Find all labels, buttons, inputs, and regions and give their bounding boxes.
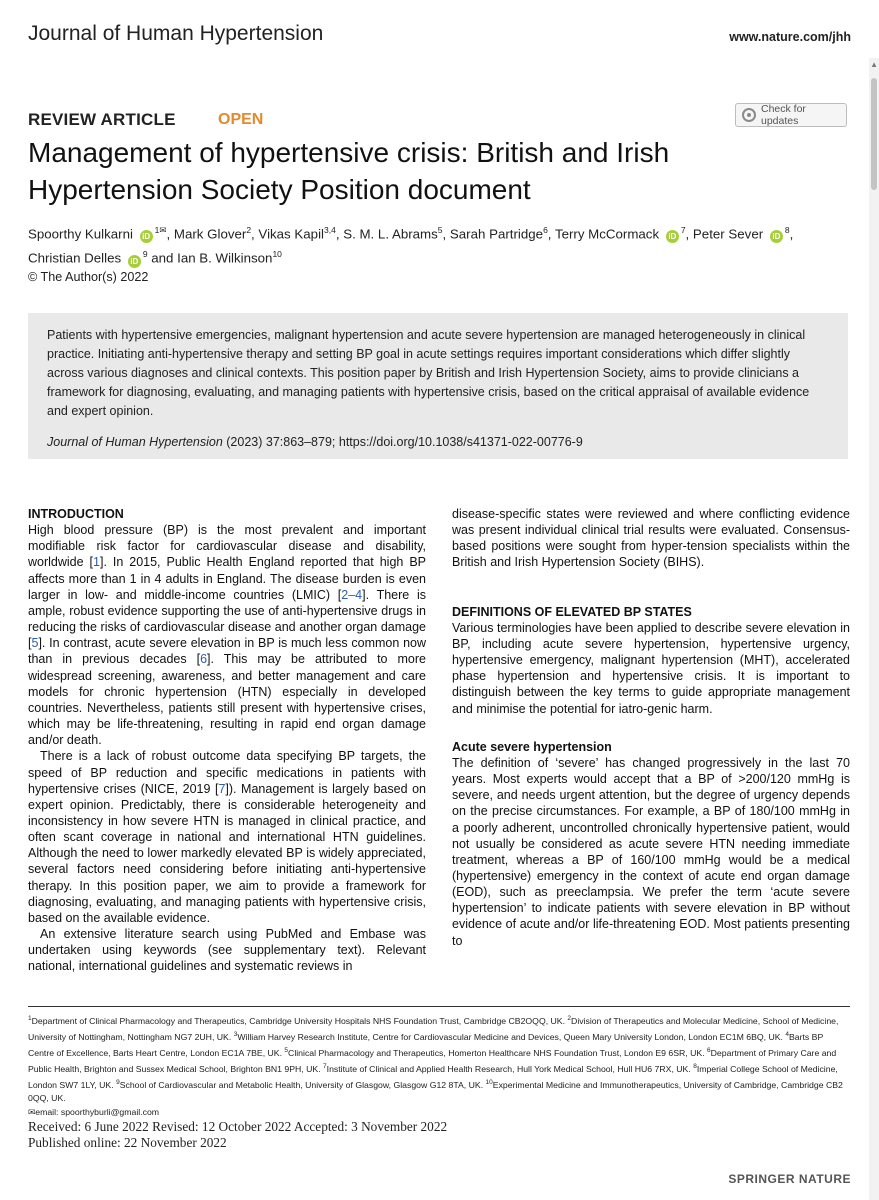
citation <box>47 435 828 449</box>
article-type: REVIEW ARTICLE <box>28 110 176 129</box>
orcid-icon: iD <box>128 255 141 268</box>
intro-paragraph-1: High blood pressure (BP) is the most prevalent and important modifiable risk factor for cardiovascular disease and disability, worldwide [1]. In 2015, Public Health England reported that high BP affects more than 1 in 4 adults in England. The disease burden is even larger in low- and middle-income countries (LMIC) [2–4]. There is ample, robust evidence supporting the use of anti-hypertensive drugs in reducing the risks of cardiovascular disease and another organ damage [5]. In contrast, acute severe elevation in BP is much less common now than in previous decades [6]. This may be attributed to more widespread screening, awareness, and better management and care models for chronic hypertension (HTN) especially in developed countries. Nevertheless, patients still present with hypertensive crises, which may be life-threatening, resulting in rapid end organ damage and/or death. <box>28 523 426 748</box>
methods-paragraph: disease-specific states were reviewed and where conflicting evidence was present individual clinical trial results were evaluated. Consensus-based positions were sought from hyper-tension specialists within the British and Irish Hypertension Society (BIHS). <box>452 507 850 570</box>
scroll-up-arrow-icon[interactable]: ▲ <box>870 60 878 69</box>
publisher-logo: SPRINGER NATURE <box>728 1172 851 1186</box>
check-for-updates-label: Check for updates <box>760 103 806 127</box>
intro-paragraph-3: An extensive literature search using PubMed and Embase was undertaken using keywords (see supplementary text). Relevant national, international guidelines and systematic reviews in <box>28 927 426 974</box>
received-dates: Received: 6 June 2022 Revised: 12 October 2022 Accepted: 3 November 2022 <box>28 1119 448 1134</box>
scrollbar-track[interactable] <box>869 58 879 1200</box>
citation-doi-link[interactable]: (2023) 37:863–879; https://doi.org/10.1038/s41371-022-00776-9 <box>222 435 583 449</box>
abstract-text: Patients with hypertensive emergencies, malignant hypertension and acute severe hypertension are managed heterogeneously in clinical practice. Initiating anti-hypertensive therapy and setting BP goal in acute settings requires important considerations which differ slightly across various diagnoses and clinical contexts. This position paper by British and Irish Hypertension Society, aims to provide clinicians a framework for diagnosing, evaluating, and managing patients with hypertensive crisis, based on the critical appraisal of available evidence and expert opinion. <box>47 328 810 418</box>
publication-dates <box>28 1119 447 1151</box>
article-title: Management of hypertensive crisis: British and Irish Hypertension Society Position document <box>28 137 670 205</box>
acute-severe-paragraph: The definition of ‘severe’ has changed progressively in the last 70 years. Most experts would accept that a BP of >200/120 mmHg is severe, and needs urgent attention, but the degree of urgency depends on the precise circumstances. For example, a BP of 180/100 mmHg in a poorly adherent, uncontrolled chronically hypertensive patient, would not usually be considered as acute severe HTN needing immediate treatment, whereas a BP of 160/100 mmHg would be a medical (hypertensive) emergency in the context of acute end organ damage (EOD), such as preeclampsia. We prefer the term ‘acute severe hypertension’ to indicate patients with severe elevation in BP without evidence of acute and/or life-threatening EOD. Most patients presenting to <box>452 755 850 948</box>
check-updates-icon <box>742 108 756 122</box>
orcid-icon: iD <box>770 230 783 243</box>
copyright-notice: © The Author(s) 2022 <box>28 270 149 284</box>
journal-name: Journal of Human Hypertension <box>28 22 324 45</box>
journal-url-link[interactable]: www.nature.com/jhh <box>729 30 851 44</box>
definitions-paragraph: Various terminologies have been applied to describe severe elevation in BP, including acute severe hypertension, hypertensive urgency, hypertensive emergency, malignant hypertension (MHT), accelerated phase hypertension and hypertensive crisis. It is important to distinguish between the key terms to guide appropriate management and minimise the potential for iatro-genic harm. <box>452 620 850 716</box>
footnote-divider <box>28 1006 850 1007</box>
author-list: Spoorthy Kulkarni $iD^{1✉}$, Mark Glover$^2$, Vikas Kapil$^{3,4}$, S. M. L. Abrams$^5$, Sarah Partridge$^6$, Terry McCormack $iD^7$, Peter Sever $iD^8$, Christian Delles $iD^9$ and Ian B. Wilkinson$^{10}$ <box>28 225 794 266</box>
section-heading-definitions: DEFINITIONS OF ELEVATED BP STATES <box>452 604 692 619</box>
right-column <box>452 506 850 949</box>
affiliations-footnote <box>28 1012 850 1119</box>
citation-journal: Journal of Human Hypertension <box>47 435 223 449</box>
affiliations-text: $^1$Department of Clinical Pharmacology and Therapeutics, Cambridge University Hospitals NHS Foundation Trust, Cambridge CB2OQQ, UK. $^2$Division of Therapeutics and Molecular Medicine, School of Medicine, University of Nottingham, Nottingham NG7 2UH, UK. $^3$William Harvey Research Institute, Centre for Cardiovascular Medicine and Devices, Queen Mary University London, London EC1M 6BQ, UK. $^4$Barts BP Centre of Excellence, Barts Heart Centre, London EC1A 7BE, UK. $^5$Clinical Pharmacology and Therapeutics, Homerton Healthcare NHS Foundation Trust, London E9 6SR, UK. $^6$Department of Primary Care and Public Health, Brighton and Sussex Medical School, Brighton BN1 9PH, UK. $^7$Institute of Clinical and Applied Health Research, Hull York Medical School, Hull HU6 7RX, UK. $^8$Imperial College School of Medicine, London SW7 1LY, UK. $^9$School of Cardiovascular and Metabolic Health, University of Glasgow, Glasgow G12 8TA, UK. $^{10}$Experimental Medicine and Immunotherapeutics, University of Cambridge, Cambridge CB2 0QQ, UK. <box>28 1015 843 1104</box>
open-access-label: OPEN <box>218 111 264 128</box>
left-column <box>28 506 426 975</box>
orcid-icon: iD <box>140 230 153 243</box>
corresponding-email[interactable]: ✉email: spoorthyburli@gmail.com <box>28 1106 160 1117</box>
check-for-updates-button[interactable] <box>735 103 847 127</box>
section-heading-introduction: INTRODUCTION <box>28 507 124 521</box>
scrollbar-thumb[interactable] <box>871 78 877 190</box>
abstract-box <box>28 313 848 459</box>
orcid-icon: iD <box>666 230 679 243</box>
published-online-date: Published online: 22 November 2022 <box>28 1135 227 1150</box>
subsection-heading-acute-severe: Acute severe hypertension <box>452 739 612 754</box>
intro-paragraph-2: There is a lack of robust outcome data specifying BP targets, the speed of BP reduction and specific medications in patients with hypertensive crises (NICE, 2019 [7]). Management is largely based on expert opinion. Predictably, there is considerable heterogeneity and inconsistency in how severe HTN is managed in clinical practice, and often scant coverage in national and international HTN guidelines. Although the need to lower markedly elevated BP is widely appreciated, several factors need considering before initiating anti-hypertensive therapy. In this position paper, we aim to provide a framework for diagnosing, evaluating, and managing patients with hypertensive crisis, based on the available evidence. <box>28 749 426 925</box>
